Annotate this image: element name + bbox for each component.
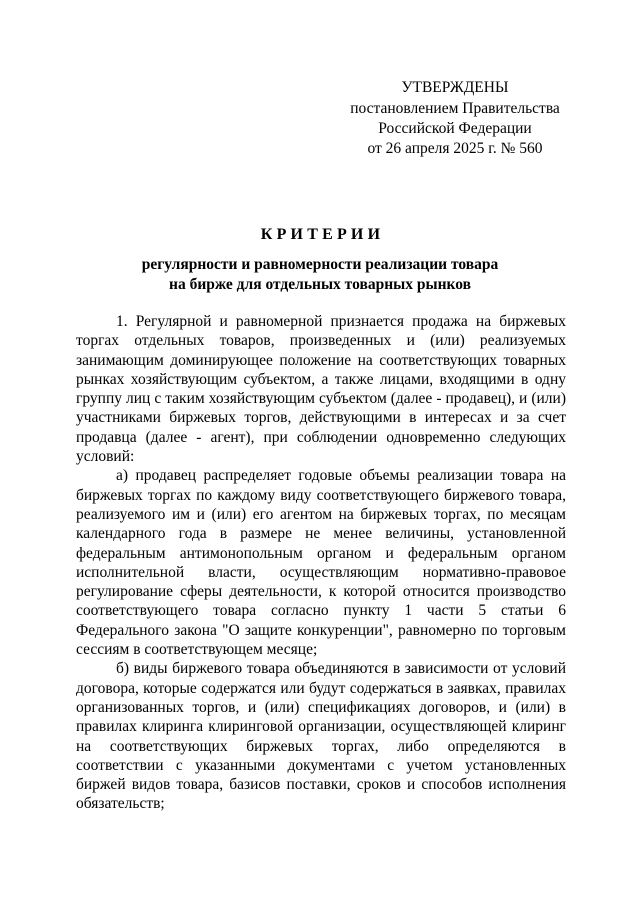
document-subtitle-line-1: регулярности и равномерности реализации товара — [141, 256, 499, 273]
document-title: КРИТЕРИИ — [260, 226, 385, 243]
paragraph-a: а) продавец распределяет годовые объемы реализации товара на биржевых торгах по каждому виду соответствующего биржевого товара, реализуемого им и (или) его агентом на биржевых торгах, по месяцам календарного года в размере не менее величины, установленной федеральным антимонопольным органом и федеральным органом исполнительной власти, осуществляющим нормативно-правовое регулирование сферы деятельности, к которой относится производство соответствующего товара согласно пункту 1 части 5 статьи 6 Федерального закона "О защите конкуренции", равномерно по торговым сессиям в соответствующем месяце; — [76, 467, 566, 659]
approval-line-3: от 26 апреля 2025 г. № 560 — [367, 140, 543, 157]
approval-heading: УТВЕРЖДЕНЫ — [401, 79, 509, 96]
document-title-block — [0, 225, 640, 295]
paragraph-1: 1. Регулярной и равномерной признается продажа на биржевых торгах отдельных товаров, произведенных и (или) реализуемых занимающим доминирующее положение на соответствующих товарных рынках хозяйствующим субъектом, а также лицами, входящими в одну группу лиц с таким хозяйствующим субъектом (далее - продавец), и (или) участниками биржевых торгов, действующими в интересах и за счет продавца (далее - агент), при соблюдении одновременно следующих условий: — [76, 313, 566, 466]
paragraph-b: б) виды биржевого товара объединяются в зависимости от условий договора, которые содержатся или будут содержаться в заявках, правилах организованных торгов, и (или) спецификациях договоров, и (или) в правилах клиринга клиринговой организации, осуществляющей клиринг на соответствующих биржевых торгах, либо определяются в соответствии с указанными документами с учетом установленных биржей видов товара, базисов поставки, сроков и способов исполнения обязательств; — [76, 660, 566, 813]
approval-stamp — [330, 78, 580, 159]
document-subtitle — [0, 255, 640, 295]
document-subtitle-line-2: на бирже для отдельных товарных рынков — [169, 276, 471, 293]
document-body — [76, 312, 566, 814]
approval-line-1: постановлением Правительства — [350, 100, 560, 117]
approval-line-2: Российской Федерации — [378, 120, 532, 137]
